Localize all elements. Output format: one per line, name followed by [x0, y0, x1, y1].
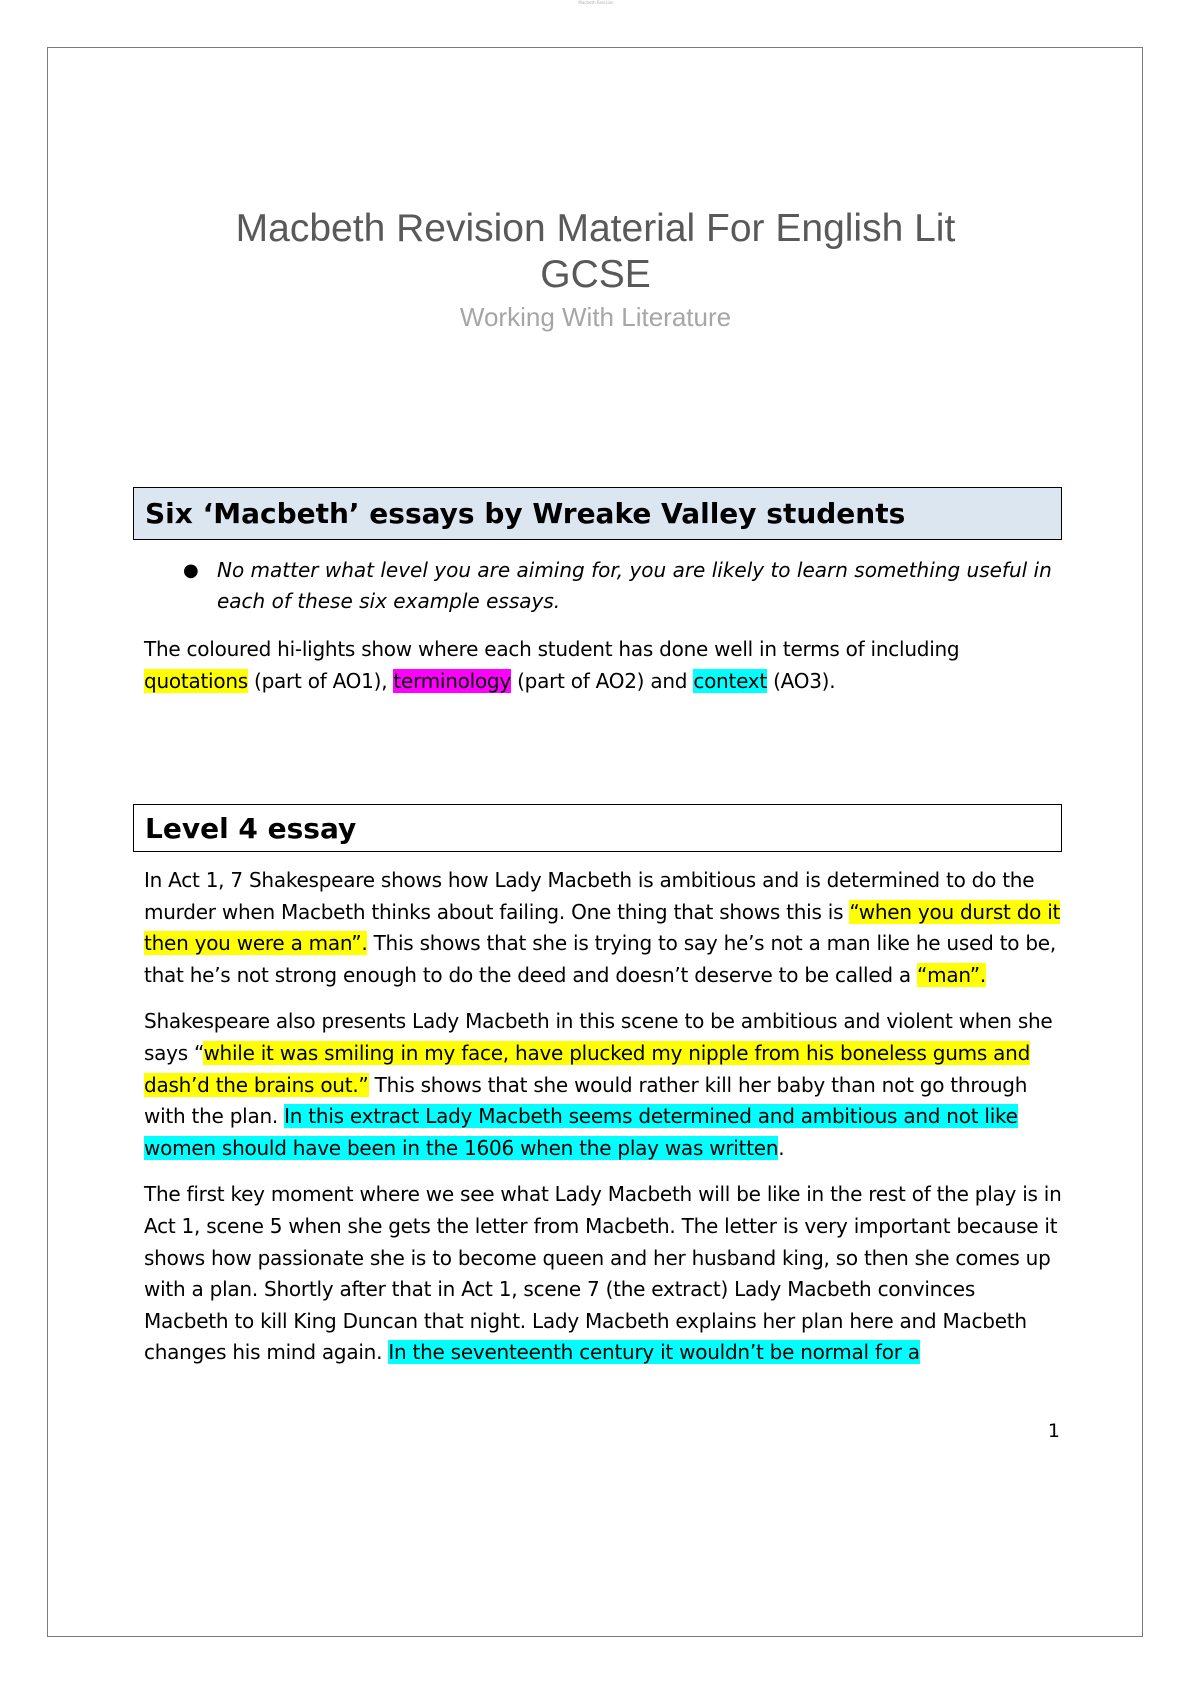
title-block — [0, 206, 1191, 334]
quotation-highlight: “when you durst do it then you were a man”. — [144, 899, 1061, 956]
context-highlight-key: context — [693, 668, 767, 693]
document-title-line-1: Macbeth Revision Material For English Lit — [235, 207, 956, 250]
essay-body — [144, 865, 1064, 1384]
essay-paragraph-1 — [144, 865, 1064, 991]
essay-text: In Act 1, 7 Shakespeare shows how Lady Macbeth is ambitious and is determined to do the murder when Macbeth thinks about failing. One thing that shows this is — [144, 868, 1035, 924]
page-number: 1 — [1047, 1420, 1060, 1442]
document-subtitle: Working With Literature — [459, 302, 732, 332]
context-highlight: In this extract Lady Macbeth seems determined and ambitious and not like women should have been in the 1606 when the play was written — [144, 1104, 1018, 1160]
context-highlight: In the seventeenth century it wouldn’t be normal for a — [388, 1340, 920, 1365]
essay-text: The first key moment where we see what Lady Macbeth will be like in the rest of the play is in Act 1, scene 5 when she gets the letter from Macbeth. The letter is very important because it shows how passionate she is to become queen and her husband king, so then she comes up with a plan. Shortly after that in Act 1, scene 7 (the extract) Lady Macbeth convinces Macbeth to kill King Duncan that night. Lady Macbeth explains her plan here and Macbeth changes his mind again. — [144, 1182, 1062, 1365]
essay-text: This shows that she is trying to say he’s not a man like he used to be, that he’s not strong enough to do the deed and doesn’t deserve to be called a — [144, 931, 1056, 987]
essay-text: Shakespeare also presents Lady Macbeth in this scene to be ambitious and violent when she says “ — [144, 1009, 1053, 1065]
essay-paragraph-2 — [144, 1006, 1064, 1164]
intro-text: The coloured hi-lights show where each student has done well in terms of including — [144, 637, 960, 661]
section-heading-level-4-essay — [133, 804, 1062, 852]
quotation-highlight: while it was smiling in my face, have plucked my nipple from his boneless gums and dash’d the brains out.” — [144, 1040, 1031, 1097]
essay-paragraph-3 — [144, 1179, 1064, 1369]
intro-text: (AO3). — [766, 668, 836, 693]
bullet-text: No matter what level you are aiming for, you are likely to learn something useful in each of these six example essays. — [217, 558, 1052, 613]
essay-text: . — [778, 1135, 785, 1160]
document-title-line-2: GCSE — [540, 253, 651, 296]
essay-text: This shows that she would rather kill her baby than not go through with the plan. — [144, 1072, 1028, 1129]
bullet-icon: ● — [183, 560, 199, 581]
intro-text: (part of AO2) and — [510, 668, 694, 693]
quotation-highlight: “man”. — [917, 962, 986, 987]
intro-paragraph — [144, 634, 1064, 697]
bullet-item — [183, 555, 1063, 617]
section-heading-text: Level 4 essay — [145, 811, 357, 845]
quotation-highlight-key: quotations — [144, 668, 248, 693]
terminology-highlight-key: terminology — [393, 668, 511, 693]
section-heading-text: Six ‘Macbeth’ essays by Wreake Valley students — [145, 497, 906, 530]
section-heading-six-essays — [133, 487, 1062, 540]
header-mark: Macbeth Revision — [578, 0, 614, 5]
intro-text: (part of AO1), — [247, 668, 394, 693]
